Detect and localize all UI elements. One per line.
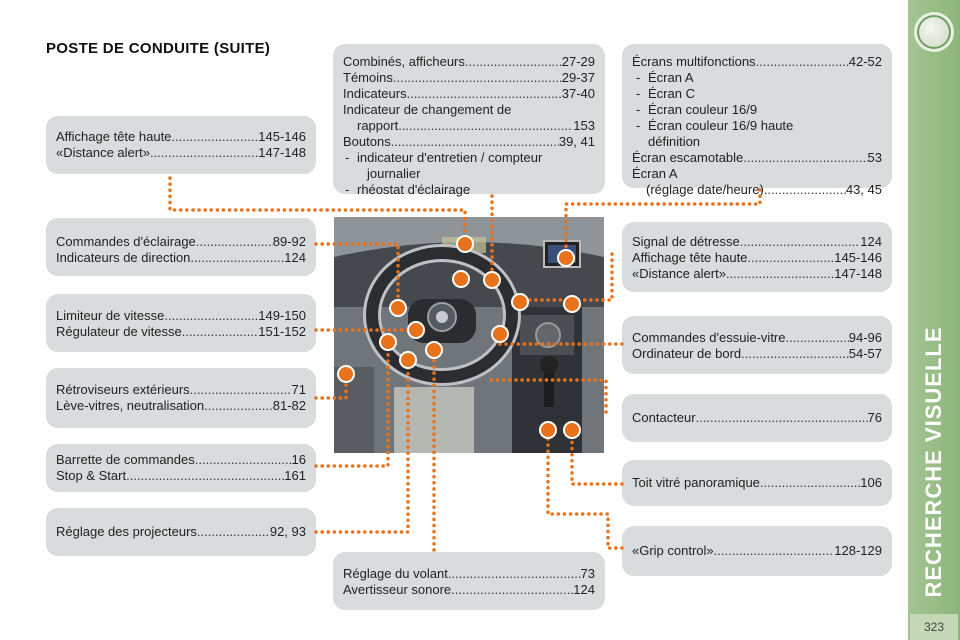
index-row: Commandes d'éclairage ..... 89-92 [56,234,306,250]
index-row: Barrette de commandes ..... 16 [56,452,306,468]
leader-line [316,342,388,466]
callout-marker[interactable] [564,296,580,312]
callout-marker[interactable] [564,422,580,438]
index-line: Indicateur de changement de [343,102,512,117]
page-number: 323 [910,614,958,640]
page-title: POSTE DE CONDUITE (SUITE) [46,40,271,57]
leader-line [548,430,622,548]
index-sub: - Écran couleur 16/9 haute [636,118,794,133]
index-sub: - rhéostat d'éclairage [345,182,471,197]
index-row: Boutons ..... 39, 41 [343,134,595,150]
index-line: définition [648,134,701,149]
callout-marker[interactable] [390,300,406,316]
callout-marker[interactable] [540,422,556,438]
callout-marker[interactable] [426,342,442,358]
callout-marker[interactable] [457,236,473,252]
leader-line [566,190,760,258]
index-sub: - Écran C [636,86,695,101]
callout-marker[interactable] [512,294,528,310]
section-circle-icon [914,12,954,52]
index-row: Régulateur de vitesse ..... 151-152 [56,324,306,340]
index-sub: - Écran couleur 16/9 [636,102,758,117]
index-sub: - indicateur d'entretien / compteur [345,150,543,165]
index-row: «Distance alert» ..... 147-148 [56,145,306,161]
leader-line [316,360,408,532]
index-line: journalier [367,166,421,181]
index-row: Écran escamotable ..... 53 [632,150,882,166]
index-row: Écrans multifonctions ..... 42-52 [632,54,882,70]
index-row: Commandes d'essuie-vitre ..... 94-96 [632,330,882,346]
index-row: Toit vitré panoramique ..... 106 [632,475,882,491]
leader-line [486,380,606,412]
index-row: Réglage des projecteurs ..... 92, 93 [56,524,306,540]
index-row: Indicateurs ..... 37-40 [343,86,595,102]
leader-line [500,334,622,344]
index-row: Stop & Start ..... 161 [56,468,306,484]
index-row: rapport ..... 153 [343,118,595,134]
callout-marker[interactable] [400,352,416,368]
index-row: Combinés, afficheurs ..... 27-29 [343,54,595,70]
index-row: Ordinateur de bord ..... 54-57 [632,346,882,362]
callout-marker[interactable] [484,272,500,288]
index-row: «Grip control» ..... 128-129 [632,543,882,559]
index-row: Lève-vitres, neutralisation ..... 81-82 [56,398,306,414]
index-row: Avertisseur sonore ..... 124 [343,582,595,598]
index-row: Affichage tête haute ..... 145-146 [56,129,306,145]
callout-marker[interactable] [453,271,469,287]
callout-marker[interactable] [558,250,574,266]
leader-line [170,178,465,244]
index-row: Limiteur de vitesse ..... 149-150 [56,308,306,324]
index-sub: - Écran A [636,70,694,85]
index-row: Rétroviseurs extérieurs ..... 71 [56,382,306,398]
index-line: Écran A [632,166,678,181]
index-row: Affichage tête haute ..... 145-146 [632,250,882,266]
index-row: (réglage date/heure) ..... 43, 45 [632,182,882,198]
index-row: Témoins ..... 29-37 [343,70,595,86]
index-row: Indicateurs de direction ..... 124 [56,250,306,266]
index-row: «Distance alert» ..... 147-148 [632,266,882,282]
index-row: Signal de détresse ..... 124 [632,234,882,250]
callout-marker[interactable] [492,326,508,342]
leader-line [572,430,622,484]
sidebar-label: RECHERCHE VISUELLE [921,326,946,598]
leader-line [316,244,398,308]
index-row: Réglage du volant ..... 73 [343,566,595,582]
index-row: Contacteur ..... 76 [632,410,882,426]
callout-marker[interactable] [380,334,396,350]
callout-marker[interactable] [338,366,354,382]
callout-marker[interactable] [408,322,424,338]
